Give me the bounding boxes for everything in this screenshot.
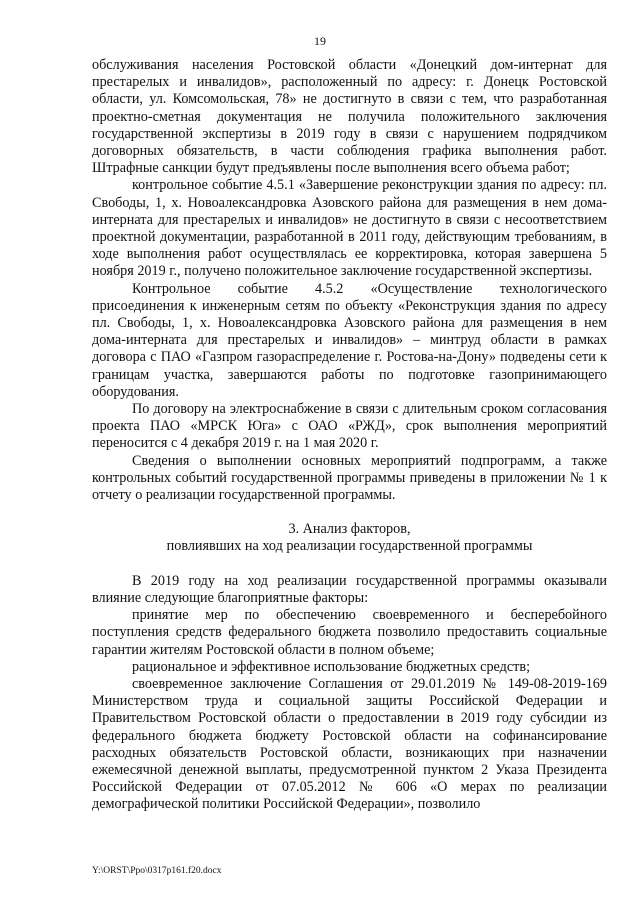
paragraph-factor-budget: рациональное и эффективное использование бюджетных средств; — [132, 658, 531, 675]
paragraph-event-4-5-2: Контрольное событие 4.5.2 «Осуществление технологического присоединения к инженерным сетям по объекту «Реконструкция здания по адресу пл. Свободы, 1, х. Новоалександровка Азовского района для размещения в нем дома-интерната для престарелых и инвалидов» – минтруд области в рамках договора с ПАО «Газпром газораспределение г. Ростова-на-Дону» подведены сети к границам участка, завершаются работы по подготовке газопринимающего оборудования. — [92, 280, 607, 400]
paragraph-factor-agreement: своевременное заключение Соглашения от 29.01.2019 № 149-08-2019-169 Министерством труда и социальной защиты Российской Федерации и Правительством Ростовской области о предоставлении в 2019 году субсидии из федерального бюджета бюджету Ростовской области на софинансирование расходных обязательств Ростовской области, возникающих при назначении ежемесячной денежной выплаты, предусмотренной пунктом 2 Указа Президента Российской Федерации от 07.05.2012 № 606 «О мерах по реализации демографической политики Российской Федерации», позволило — [92, 675, 607, 813]
page-number: 19 — [314, 34, 326, 48]
paragraph-power-supply: По договору на электроснабжение в связи с длительным сроком согласования проекта ПАО «МРСК Юга» с ОАО «РЖД», срок выполнения мероприятий переносится с 4 декабря 2019 г. на 1 мая 2020 г. — [92, 401, 607, 452]
paragraph-event-4-5-1: контрольное событие 4.5.1 «Завершение реконструкции здания по адресу: пл. Свободы, 1, х. Новоалександровка Азовского района для размещения в нем дома-интерната для престарелых и инвалидов» не достигнуто в связи с несоответствием проектной документации, разработанной в 2011 году, действующим требованиям, в ходе выполнения работ осуществлялась ее корректировка, которая завершена 5 ноября 2019 г., получено положительное заключение государственной экспертизы. — [92, 177, 607, 280]
document-body — [92, 57, 607, 814]
section-heading-line2: повлиявших на ход реализации государственной программы — [166, 538, 533, 555]
paragraph-factors-intro: В 2019 году на ход реализации государственной программы оказывали влияние следующие благоприятные факторы: — [92, 572, 607, 606]
section-heading-line1: 3. Анализ факторов, — [288, 521, 411, 538]
footer-file-path: Y:\ORST\Ppo\0317p161.f20.docx — [92, 866, 222, 876]
paragraph-continuation: обслуживания населения Ростовской области «Донецкий дом-интернат для престарелых и инвалидов», расположенный по адресу: г. Донецк Ростовской области, ул. Комсомольская, 78» не достигнуто в связи с тем, что разработанная проектно-сметная документация не получила положительного заключения государственной экспертизы в 2019 году в связи с нарушением подрядчиком договорных обязательств, в части соблюдения графика выполнения работ. Штрафные санкции будут предъявлены после выполнения всего объема работ; — [92, 57, 607, 177]
paragraph-summary: Сведения о выполнении основных мероприятий подпрограмм, а также контрольных событий государственной программы приведены в приложении № 1 к отчету о реализации государственной программы. — [92, 452, 607, 504]
paragraph-factor-funding: принятие мер по обеспечению своевременного и бесперебойного поступления средств федерального бюджета позволило предоставить социальные гарантии жителям Ростовской области в полном объеме; — [92, 607, 607, 658]
